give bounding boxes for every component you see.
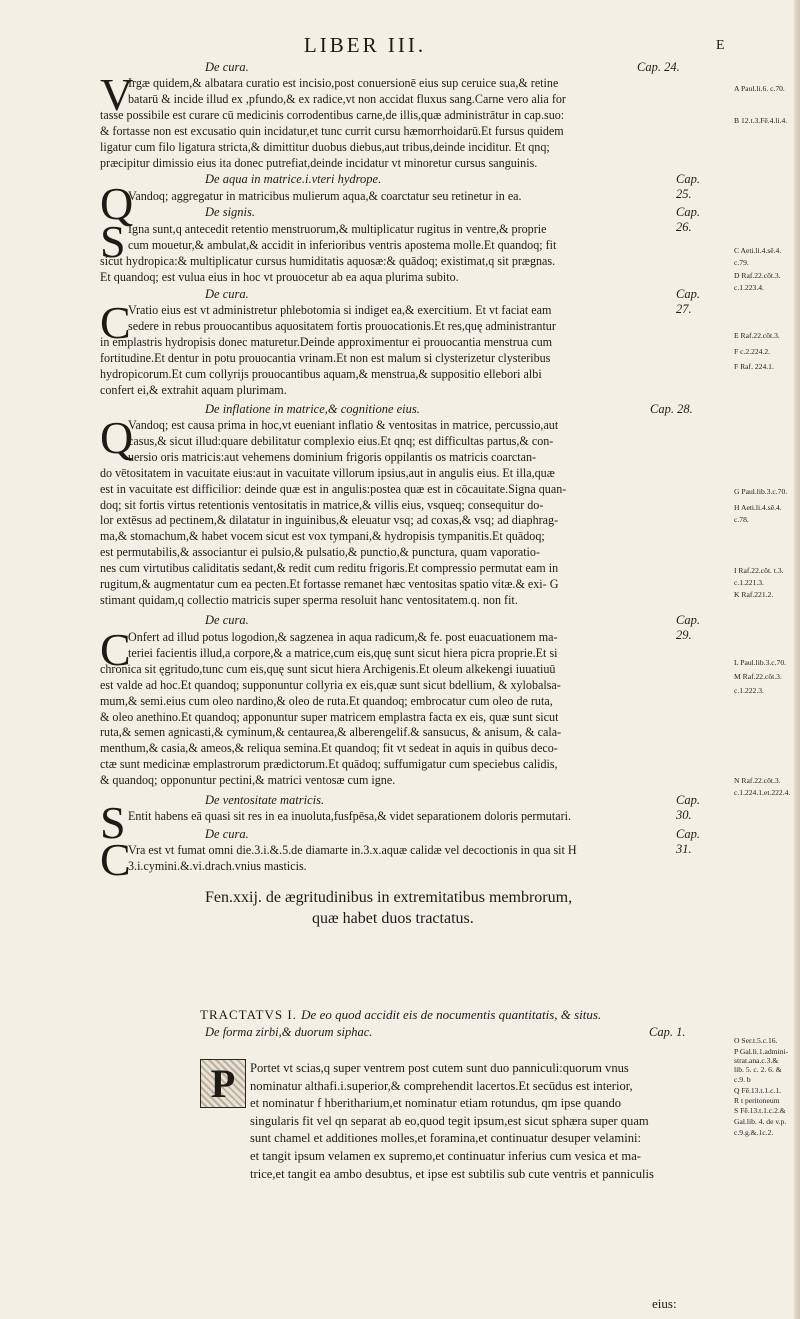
margin-note: Gal.lib. 4. de v.p. xyxy=(734,1117,787,1126)
text-line: Portet vt scias,q super ventrem post cutem sunt duo panniculi:quorum vnus xyxy=(250,1061,629,1075)
text-line: & fortasse non est excusatio quin incidatur,et tunc currit cursu hæmorrhoidarū.Et fursus quidem xyxy=(100,123,564,138)
text-line: ruta,& semen agnicasti,& cyminum,& centaurea,& alberengelif.& sansucus, & anisum, & cala- xyxy=(100,725,562,740)
initial-letter: C xyxy=(100,834,131,885)
chapter-number: Cap. 26. xyxy=(676,205,700,234)
margin-note: c.9.g.&.1c.2. xyxy=(734,1128,774,1137)
margin-note: E Raf.22.cōt.3. xyxy=(734,331,780,340)
margin-note: M Raf.22.cōt.3. xyxy=(734,672,782,681)
text-line: mum,& semi.eius cum oleo nardino,& oleo de ruta.Et quandoq; embrocatur cum oleo de ruta, xyxy=(100,693,553,708)
margin-note: F Raf. 224.1. xyxy=(734,362,774,371)
section-body xyxy=(100,412,722,609)
text-line: Vandoq; aggregatur in matricibus mulierum aqua,& coarctatur seu retinetur in ea. xyxy=(128,189,522,203)
margin-note: lib. 5. c. 2. 6. & xyxy=(734,1065,782,1074)
section-body xyxy=(100,69,722,171)
margin-note: strat.ana.c.3.& xyxy=(734,1056,779,1065)
text-line: Onfert ad illud potus logodion,& sagzenea in aqua radicum,& fe. post euacuationem ma- xyxy=(128,630,558,644)
text-line: Vratio eius est vt administretur phlebotomia si indiget ea,& exercitium. Et vt faciat eam xyxy=(128,303,552,317)
text-line: batarū & incide illud ex ,pfundo,& ex radice,vt non accidat fluxus sang.Carne vero alia for xyxy=(128,91,566,106)
margin-note: c.1.224.1.et.222.4. xyxy=(734,788,791,797)
text-line: est permutabilis,& associantur ei pulsio,& pulsatio,& punctio,& punctura, quam vaporatio- xyxy=(100,545,540,560)
text-line: hydropicorum.Et cum collyrijs prouocantibus aquam,& menstrua,& suppositio ellebori albi xyxy=(100,366,542,381)
text-line: stimant quidam,q collectio matricis super sperma resoluit hanc ventositatem.q. non fit. xyxy=(100,592,518,607)
initial-letter: V xyxy=(100,69,134,120)
text-line: menthum,& casia,& ameos,& reliqua semina.Et quandoq; fit vt sedeat in aquis in quibus deco- xyxy=(100,741,558,756)
text-line: singularis fit vel qn separat ab eo,quod tegit ipsum,est sicut sphæra super quam xyxy=(250,1113,649,1128)
section-heading: De cura. Cap. 27. xyxy=(205,287,710,303)
margin-note: c.1.221.3. xyxy=(734,578,764,587)
text-line: teriei facientis illud,a corpore,& a matrice,cum eis,quę sunt sicut hiera picra proprie.Et si xyxy=(128,645,558,660)
section-heading: De forma zirbi,& duorum siphac. Cap. 1. xyxy=(205,1025,686,1039)
section-heading: De cura. Cap. 29. xyxy=(205,613,710,629)
text-line: in emplastris hydropisis donec maturetur.Deinde approximentur ei prouocantia menstrua cum xyxy=(100,334,553,349)
margin-note: H Aeti.li.4.sē.4. xyxy=(734,503,782,512)
section-heading: De inflatione in matrice,& cognitione eius. Cap. 28. xyxy=(205,402,693,416)
margin-note: R t peritoneum xyxy=(734,1096,780,1105)
text-line: est in vacuitate est difficilior: deinde quæ est in angulis:postea quæ est in cōcauitate.Signa quan- xyxy=(100,481,567,496)
text-line: Et quandoq; est vulua eius in hoc vt prouocetur ab ea aqua plurima subito. xyxy=(100,269,459,284)
tractatus-heading: TRACTATVS I. De eo quod accidit eis de nocumentis quantitatis, & situs. xyxy=(200,1007,602,1022)
margin-note: c.78. xyxy=(734,515,749,524)
text-line: Entit habens eā quasi sit res in ea inuoluta,fusfpēsa,& videt separationem doloris permutari. xyxy=(128,809,571,823)
margin-note: c.9. b xyxy=(734,1075,751,1084)
margin-note: c.79. xyxy=(734,258,749,267)
margin-note: B 12.t.3.Fē.4.li.4. xyxy=(734,116,788,125)
text-line: 3.i.cymini.&.vi.drach.vnius masticis. xyxy=(128,858,307,873)
initial-letter: C xyxy=(100,297,131,348)
text-line: do vētositatem in vacuitate eius:aut in vacuitate villorum ipsius,aut in angulis eius. Et illa,quæ xyxy=(100,465,555,480)
text-line: sicut hydropica:& multiplicatur cursus humiditatis aquosæ:& quādoq; existimat,q sit prægnas. xyxy=(100,253,556,268)
text-line: Vandoq; est causa prima in hoc,vt eueniant inflatio & ventositas in matrice, percussio,aut xyxy=(128,418,559,432)
text-line: ligatur cum filo ligatura stricta,& dimittitur duobus diebus,aut tribus,deinde inciditur. Et qnq; xyxy=(100,139,550,154)
section-heading: De signis. Cap. 26. xyxy=(205,205,710,221)
margin-note: S Fē.13.t.1.c.2.& xyxy=(734,1106,786,1115)
margin-note: C Aeti.li.4.sē.4. xyxy=(734,246,782,255)
text-line: nominatur althafi.i.superior,& comprehendit lacertos.Et secūdus est interior, xyxy=(250,1078,633,1093)
initial-letter: Q xyxy=(100,178,134,229)
chapter-number: Cap. 31. xyxy=(676,827,700,856)
chapter-number: Cap. 29. xyxy=(676,613,700,642)
text-line: & quandoq; opponuntur pectini,& matrici ventosæ cum igne. xyxy=(100,773,396,788)
text-line: ma,& stomachum,& habet vocem sicut est vox tympani,& hydropisis tympanitis.Et quādoq; xyxy=(100,529,545,544)
chapter-number: Cap. 1. xyxy=(649,1025,686,1039)
margin-note: A Paul.li.6. c.70. xyxy=(734,84,785,93)
margin-note: N Raf.22.cōt.3. xyxy=(734,776,781,785)
margin-note: L Paul.lib.3.c.70. xyxy=(734,658,787,667)
text-line: & oleo anethino.Et quandoq; apponuntur super matricem emplastra facta ex eis, quæ sunt sicut xyxy=(100,709,559,724)
chapter-number: Cap. 30. xyxy=(676,793,700,822)
chapter-number: Cap. 24. xyxy=(637,60,680,74)
text-line: casus,& sicut illud:quare debilitatur complexio eius.Et qnq; est difficultas partus,& con- xyxy=(128,433,554,448)
ornamented-initial: P xyxy=(200,1059,246,1108)
chapter-number: Cap. 25. xyxy=(676,172,700,201)
margin-note: D Raf.22.cōt.3. xyxy=(734,271,781,280)
margin-note: c.1.223.4. xyxy=(734,283,764,292)
text-line: nes cum virtutibus caliditatis sedant,& redit cum reditu frigoris.Et compressio permutat eam in xyxy=(100,561,559,576)
margin-note: F c.2.224.2. xyxy=(734,347,771,356)
text-line: præcipitur dimissio eius ita donec putrefiat,deinde incidatur vt minoretur cursus sanguinis. xyxy=(100,155,538,170)
text-line: fortitudine.Et dentur in potu prouocantia vrinam.Et non est malum si clysterizetur clysteribus xyxy=(100,350,551,365)
text-line: doq; sit fortis virtus retentionis ventositatis in matrice,& villis eius, vsqueq; consequitur do- xyxy=(100,497,544,512)
initial-letter: S xyxy=(100,797,126,848)
fen-title: Fen.xxij. de ægritudinibus in extremitatibus membrorum, xyxy=(205,889,573,906)
initial-letter: S xyxy=(100,216,126,267)
margin-note: Q Fē.13.t.1.c.1. xyxy=(734,1086,782,1095)
section-body xyxy=(100,809,722,825)
section-heading: De cura. Cap. 31. xyxy=(205,827,710,843)
section-heading: De aqua in matrice.i.vteri hydrope. Cap. 25. xyxy=(205,172,710,188)
text-line: Irgæ quidem,& albatara curatio est incisio,post conuersionē eius sup ceruice sua,& retine xyxy=(128,76,559,90)
margin-note: K Raf.221.2. xyxy=(734,590,774,599)
margin-note: I Raf.22.cōt. t.3. xyxy=(734,566,784,575)
text-line: rugitum,& augmentatur cum ea pecten.Et fortasse remanet hæc ventositas spatio vitæ.& exi- G xyxy=(100,577,559,592)
text-line: Igna sunt,q antecedit retentio menstruorum,& multiplicatur rugitus in ventre,& proprie xyxy=(128,222,547,236)
text-line: est valde ad hoc.Et quandoq; supponuntur collyria ex eis,quæ sunt sicut bdellium, & xylobalsa- xyxy=(100,677,561,692)
text-line: confert ei,& extrahit aquam plurimam. xyxy=(100,382,287,397)
text-line: lor extēsus ad pectinem,& dilatatur in inguinibus,& eleuatur vsq; ad coxas,& vsq; ad diaphrag- xyxy=(100,513,559,528)
text-line: chronica sit ęgritudo,tunc cum eis,quę sunt sicut hiera Archigenis.Et oleum alkekengi iuuatiuū xyxy=(100,661,556,676)
text-line: cum mouetur,& ambulat,& accidit in inferioribus ventris apostema molle.Et quandoq; fit xyxy=(128,237,557,252)
chapter-number: Cap. 27. xyxy=(676,287,700,316)
text-line: uersio oris matricis:aut vehemens dominium frigoris oppilantis os matricis coarctan- xyxy=(128,449,537,464)
section-heading: De cura. Cap. 24. xyxy=(205,60,680,74)
running-header: LIBER III. xyxy=(303,33,427,57)
corner-mark: E xyxy=(716,38,725,53)
text-line: tasse possibile est curare cū medicinis corrodentibus carne,de illis,quæ administrātur in cap.suo: xyxy=(100,107,565,122)
fen-subtitle: quæ habet duos tractatus. xyxy=(312,910,474,927)
text-line: sunt chamel et additiones molles,et foramina,et continuatur desuper velamini: xyxy=(250,1131,641,1146)
section-heading: De ventositate matricis. Cap. 30. xyxy=(205,793,710,809)
text-line: trice,et tangit ea ambo desubtus, et ipse est subtilis sub cute ventris et panniculis xyxy=(250,1166,654,1181)
catchword: eius: xyxy=(652,1296,677,1311)
section-body xyxy=(100,189,722,205)
margin-note: c.1.222.3. xyxy=(734,686,764,695)
text-line: et tangit ipsum velamen ex supremo,et continuatur inferius cum vesica et ma- xyxy=(250,1148,641,1163)
text-line: et nominatur f hberitharium,et nominatur etiam rotundus, qm ipse quando xyxy=(250,1096,622,1111)
chapter-number: Cap. 28. xyxy=(650,402,693,416)
text-line: ctæ sunt medicinæ emplastrorum prædictorum.Et quādoq; suffumigatur cum speciebus calidis, xyxy=(100,757,558,772)
margin-note: P Gal.li.1.admini- xyxy=(734,1047,789,1056)
text-line: Vra est vt fumat omni die.3.i.&.5.de diamarte in.3.x.aquæ calidæ vel decoctionis in qua sit H xyxy=(128,843,577,857)
section-body xyxy=(250,1060,720,1183)
initial-letter: C xyxy=(100,624,131,675)
margin-note: O Ser.t.5.c.16. xyxy=(734,1036,778,1045)
initial-letter: Q xyxy=(100,412,134,463)
margin-note: G Paul.lib.3.c.70. xyxy=(734,487,788,496)
text-line: sedere in rebus prouocantibus aquositatem fortis prouocationis.Et res,quę administrantur xyxy=(128,318,556,333)
section-body xyxy=(100,843,722,875)
